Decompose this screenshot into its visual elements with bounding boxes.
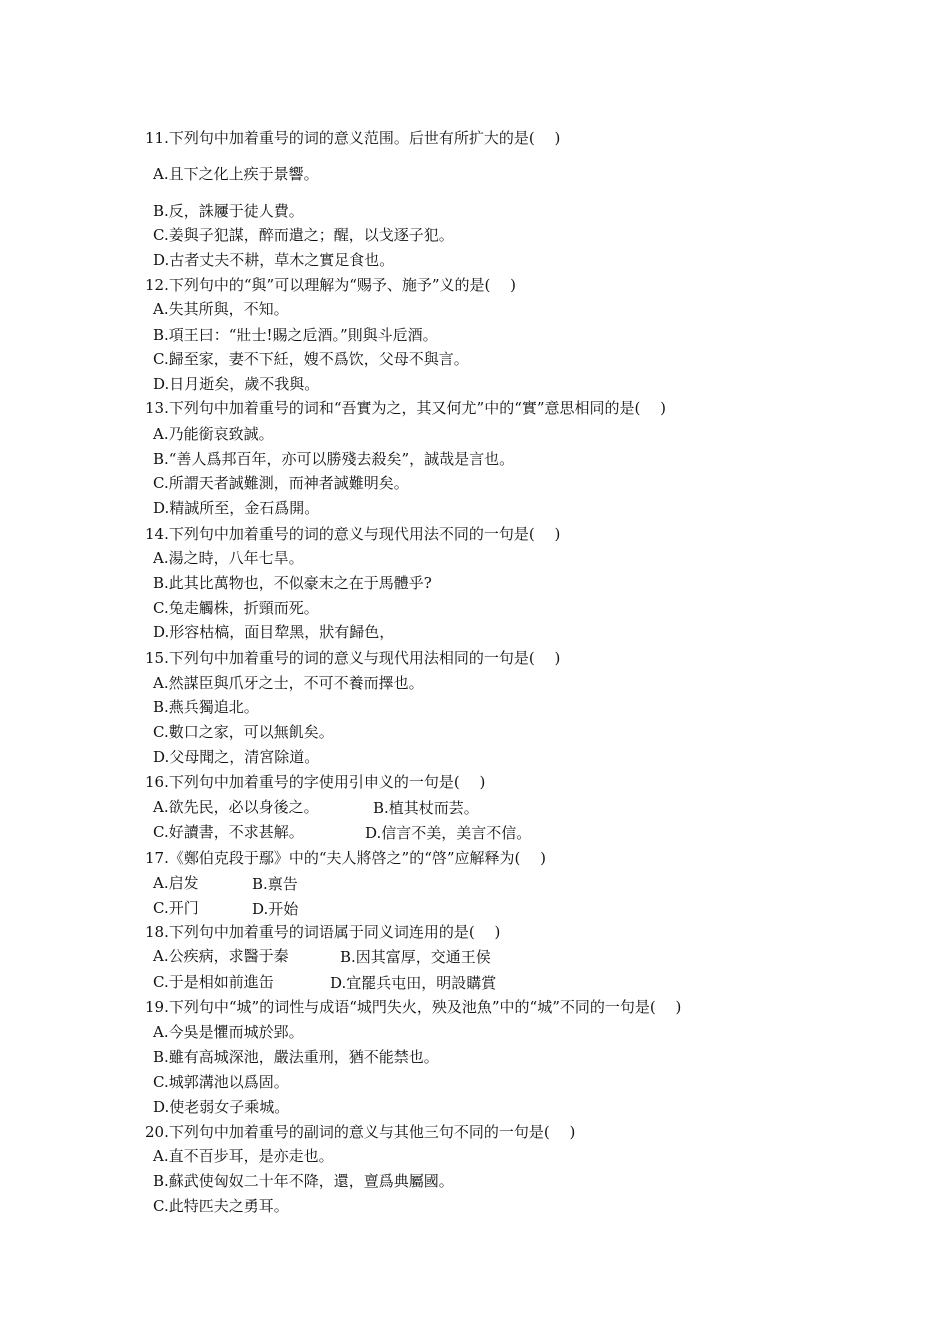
question-17-stem: 17.《鄭伯克段于鄢》中的“夫人將啓之”的“啓”应解释为( )	[145, 849, 547, 867]
question-14-option-a: A.湯之時，八年七旱。	[153, 549, 304, 567]
question-15-option-a: A.然謀臣與爪牙之士，不可不養而擇也。	[153, 674, 424, 692]
question-12-stem: 12.下列句中的“與”可以理解为“赐予、施予”义的是( )	[145, 276, 517, 294]
question-13-stem: 13.下列句中加着重号的词和“吾實为之，其又何尤”中的“實”意思相同的是( )	[145, 399, 667, 417]
question-13-option-b: B.“善人爲邦百年，亦可以勝殘去殺矣”，誠哉是言也。	[153, 450, 515, 468]
question-12-option-d: D.日月逝矣，歲不我與。	[153, 375, 320, 393]
question-11-stem: 11.下列句中加着重号的词的意义范围。后世有所扩大的是( )	[145, 129, 561, 147]
question-18-option-c: C.于是相如前進缶	[153, 973, 274, 991]
question-12-option-a: A.失其所與，不知。	[153, 300, 289, 318]
question-18-option-a: A.公疾病，求醫于秦	[153, 947, 289, 965]
question-20-stem: 20.下列句中加着重号的副词的意义与其他三句不同的一句是( )	[145, 1123, 576, 1141]
question-16-option-c: C.好讀書，不求甚解。	[153, 823, 304, 841]
question-20-option-a: A.直不百步耳，是亦走也。	[153, 1147, 334, 1165]
question-19-option-c: C.城郭溝池以爲固。	[153, 1073, 289, 1091]
question-20-option-b: B.蘇武使匈奴二十年不降，還，亶爲典屬國。	[153, 1172, 454, 1190]
question-16-option-d: D.信言不美，美言不信。	[365, 824, 532, 842]
question-11-option-b: B.反，誅屨于徒人費。	[153, 202, 304, 220]
question-14-option-b: B.此其比萬物也，不似豪末之在于馬體乎?	[153, 574, 432, 592]
question-15-option-d: D.父母聞之，清宮除道。	[153, 748, 320, 766]
question-19-option-b: B.雖有高城深池，嚴法重刑，猶不能禁也。	[153, 1048, 439, 1066]
question-16-option-a: A.欲先民，必以身後之。	[153, 798, 319, 816]
question-15-option-b: B.燕兵獨追北。	[153, 698, 259, 716]
question-11-option-d: D.古者丈夫不耕，草木之實足食也。	[153, 251, 395, 269]
question-16-option-b: B.植其杖而芸。	[373, 799, 479, 817]
question-13-option-c: C.所謂天者誠難測，而神者誠難明矣。	[153, 474, 409, 492]
question-14-option-d: D.形容枯槁，面目犂黑，狀有歸色，	[153, 623, 395, 641]
question-19-stem: 19.下列句中“城”的词性与成语“城門失火，殃及池魚”中的“城”不同的一句是( )	[145, 998, 682, 1016]
question-17-option-b: B.禀告	[252, 875, 298, 893]
question-19-option-d: D.使老弱女子乘城。	[153, 1098, 290, 1116]
question-11-option-a: A.且下之化上疾于景響。	[153, 165, 319, 183]
question-14-stem: 14.下列句中加着重号的词的意义与现代用法不同的一句是( )	[145, 525, 561, 543]
question-16-stem: 16.下列句中加着重号的字使用引申义的一句是( )	[145, 773, 486, 791]
question-14-option-c: C.兔走觸株，折頸而死。	[153, 599, 319, 617]
question-13-option-d: D.精誠所至，金石爲開。	[153, 499, 320, 517]
question-18-stem: 18.下列句中加着重号的词语属于同义词连用的是( )	[145, 923, 501, 941]
question-17-option-a: A.启发	[153, 874, 199, 892]
question-17-option-d: D.开始	[252, 900, 299, 918]
question-18-option-b: B.因其富厚，交通王侯	[340, 948, 491, 966]
question-19-option-a: A.今吳是懼而城於郢。	[153, 1023, 304, 1041]
question-20-option-c: C.此特匹夫之勇耳。	[153, 1197, 289, 1215]
question-12-option-c: C.歸至家，妻不下紝，嫂不爲饮，父母不與言。	[153, 350, 469, 368]
question-18-option-d: D.宜罷兵屯田，明設購賞	[330, 974, 497, 992]
question-15-option-c: C.數口之家，可以無飢矣。	[153, 723, 334, 741]
question-13-option-a: A.乃能銜哀致誠。	[153, 425, 274, 443]
question-17-option-c: C.开门	[153, 899, 199, 917]
question-11-option-c: C.姜與子犯謀，醉而遣之；醒，以戈逐子犯。	[153, 226, 454, 244]
question-15-stem: 15.下列句中加着重号的词的意义与现代用法相同的一句是( )	[145, 649, 561, 667]
question-12-option-b: B.項王曰：“壯士!賜之卮酒。”則與斗卮酒。	[153, 326, 438, 344]
